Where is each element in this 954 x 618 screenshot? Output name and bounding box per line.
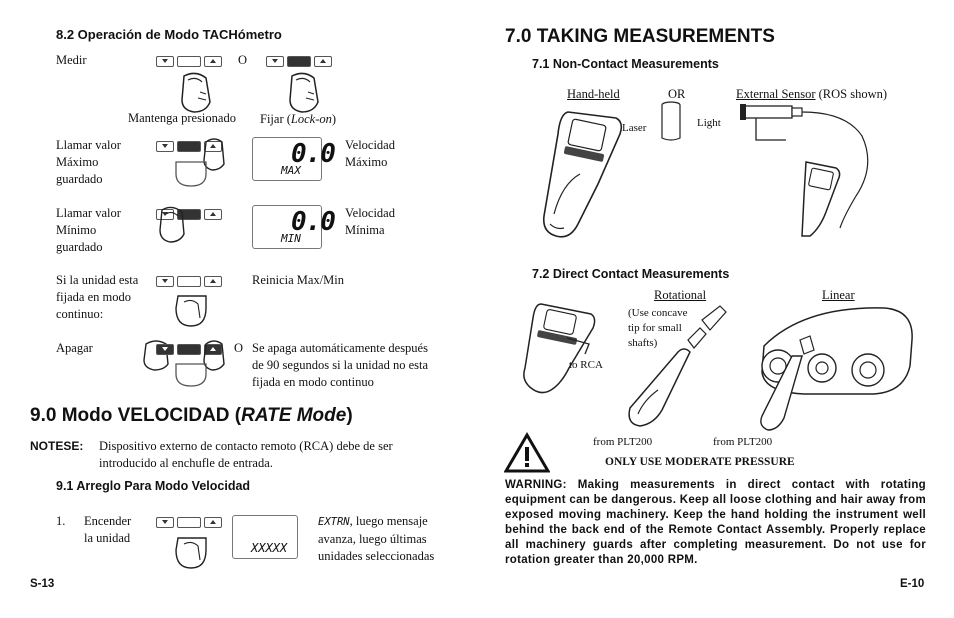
- keypad-icon: [156, 517, 222, 528]
- finger-press-icon: [172, 534, 212, 574]
- laser-label: Laser: [622, 122, 647, 134]
- keypad-icon: [156, 56, 222, 67]
- or-label: O: [234, 341, 244, 355]
- concave-tip-note: (Use concave tip for small shafts): [628, 307, 688, 349]
- power-off-result: Se apaga automáticamente después de 90 segundos si la unidad no esta fijada en modo continuo: [252, 341, 429, 389]
- measure-label: Medir: [56, 53, 87, 67]
- rate-result: EXTRN, luego mensaje avanza, luego últimas unidades seleccionadas: [318, 514, 435, 563]
- keypad-icon: [156, 276, 222, 287]
- linear-label: Linear: [822, 288, 855, 302]
- external-sensor-label: External Sensor (ROS shown): [736, 87, 888, 101]
- finger-press-icon: [284, 72, 324, 114]
- laser-beam-icon: [660, 100, 682, 144]
- recall-max-label: Llamar valor Máximo guardado: [56, 138, 121, 186]
- moderate-pressure-caution: ONLY USE MODERATE PRESSURE: [605, 456, 795, 468]
- power-off-label: Apagar: [56, 341, 93, 355]
- from-plt200-label: from PLT200: [593, 436, 653, 448]
- finger-press-icon: [176, 72, 216, 114]
- page-number-left: S-13: [30, 578, 55, 590]
- rate-display: XXXXX: [232, 515, 298, 559]
- keypad-icon: [266, 56, 332, 67]
- max-display: 0.0 MAX: [252, 137, 322, 181]
- section-7-2-heading: 7.2 Direct Contact Measurements: [532, 267, 730, 281]
- release-button-icon: [172, 360, 212, 390]
- tachometer-illustration: [505, 298, 605, 398]
- min-result: Velocidad Mínima: [345, 206, 395, 237]
- hand-held-label: Hand-held: [567, 87, 620, 101]
- note-text: Dispositivo externo de contacto remoto (RCA) debe de ser introducido al enchufle de entrada.: [99, 439, 393, 470]
- or-label: OR: [668, 87, 686, 101]
- min-display: 0.0 MIN: [252, 205, 322, 249]
- page-number-right: E-10: [900, 578, 925, 590]
- finger-press-icon: [152, 204, 192, 244]
- linear-contact-illustration: [744, 296, 920, 440]
- rotational-contact-illustration: [618, 300, 728, 440]
- release-button-icon: [172, 158, 212, 190]
- reset-condition-label: Si la unidad esta fijada en modo continuo:: [56, 273, 139, 321]
- warning-triangle-icon: [504, 432, 550, 474]
- step-number: 1.: [56, 514, 66, 528]
- from-plt200-label: from PLT200: [713, 436, 773, 448]
- section-7-1-heading: 7.1 Non-Contact Measurements: [532, 57, 719, 71]
- max-result: Velocidad Máximo: [345, 138, 395, 169]
- external-sensor-illustration: [736, 96, 906, 246]
- tachometer-illustration: [528, 104, 628, 244]
- section-9-1-heading: 9.1 Arreglo Para Modo Velocidad: [56, 479, 251, 493]
- warning-text: WARNING: Making measurements in direct contact with rotating equipment can be dangerous. Keep all loose clothing and hair away from exposed moving machinery. Keep the hand holding the instrument well behind the back end of the Remote Contact Assembly. Properly replace all machinery guards after completing measurement. Do not use for rotation greater than 20,000 RPM.: [505, 479, 926, 566]
- or-label: O: [238, 53, 248, 67]
- section-9-heading: 9.0 Modo VELOCIDAD (RATE Mode): [30, 405, 353, 426]
- recall-min-label: Llamar valor Mínimo guardado: [56, 206, 121, 254]
- step-label: Encender la unidad: [84, 514, 132, 545]
- rotational-label: Rotational: [654, 288, 707, 302]
- section-8-2-heading: 8.2 Operación de Modo TACHómetro: [56, 27, 282, 42]
- lock-on-caption: Fijar (Lock-on): [260, 112, 337, 126]
- light-label: Light: [697, 117, 721, 129]
- hold-caption: Mantenga presionado: [128, 111, 236, 125]
- section-7-heading: 7.0 TAKING MEASUREMENTS: [505, 26, 775, 47]
- finger-press-icon: [172, 292, 212, 332]
- note-label: NOTESE:: [30, 439, 84, 453]
- reset-result: Reinicia Max/Min: [252, 273, 344, 287]
- to-rca-label: to RCA: [569, 359, 603, 371]
